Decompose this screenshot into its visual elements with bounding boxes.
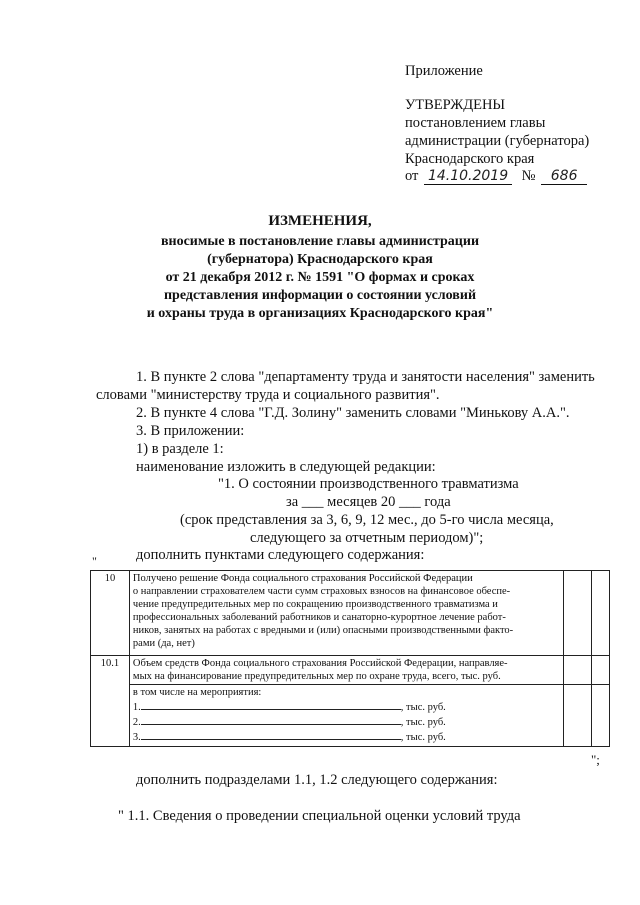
approved-line-3: Краснодарского края	[405, 151, 535, 167]
para-3: 3. В приложении:	[136, 423, 245, 439]
empty-cell	[564, 571, 592, 656]
row-line: Объем средств Фонда социального страхования Российской Федерации, направляе-	[132, 658, 508, 669]
subitem	[133, 699, 560, 714]
row-line: Получено решение Фонда социального страхования Российской Федерации	[132, 573, 473, 584]
para-1b: словами "министерству труда и социального развития".	[96, 387, 440, 403]
row-number: 10.1	[91, 656, 130, 747]
row-line: ников, занятых на работах с вредными и (или) опасными производственными факто-	[132, 625, 514, 636]
quote-line-2: за ___ месяцев 20 ___ года	[286, 494, 451, 510]
approved-line-2: администрации (губернатора)	[405, 133, 590, 149]
subitem	[133, 729, 560, 744]
approved-line-1: постановлением главы	[405, 115, 546, 131]
subitem-number: 2.	[132, 717, 141, 728]
row-line: о направлении страхователем части сумм страховых взносов на финансовое обеспе-	[132, 586, 511, 597]
empty-cell	[592, 571, 610, 656]
close-quote: ";	[591, 752, 600, 767]
quote-line-3: (срок представления за 3, 6, 9, 12 мес., до 5-го числа месяца,	[180, 512, 554, 528]
open-quote: "	[92, 554, 97, 568]
quote-line-1: "1. О состоянии производственного травматизма	[218, 476, 519, 492]
fill-line	[141, 714, 401, 725]
subitem-unit: , тыс. руб.	[400, 717, 446, 728]
para-3b: наименование изложить в следующей редакции:	[136, 459, 436, 475]
quote-line-4: следующего за отчетным периодом)";	[250, 530, 484, 546]
table-row	[91, 685, 610, 747]
row-number: 10	[91, 571, 130, 656]
row-line: чение предупредительных мер по сокращению производственного травматизма и	[132, 599, 498, 610]
row-subitems	[129, 685, 563, 747]
date-number-line	[405, 168, 587, 185]
title-line-1: вносимые в постановление главы администрации	[160, 234, 480, 249]
number-prefix: №	[521, 168, 536, 184]
empty-cell	[564, 685, 592, 747]
row-line: профессиональных заболеваний работников и санаторно-курортное лечение работ-	[132, 612, 506, 623]
row-text	[129, 656, 563, 685]
fill-line	[141, 699, 401, 710]
fill-line	[141, 729, 401, 740]
subitem-number: 3.	[132, 732, 141, 743]
para-4: дополнить подразделами 1.1, 1.2 следующего содержания:	[136, 772, 498, 788]
title-line-3: от 21 декабря 2012 г. № 1591 "О формах и сроках	[165, 270, 475, 285]
subitem	[133, 714, 560, 729]
para-3c: дополнить пунктами следующего содержания:	[136, 547, 425, 563]
title-line-4: представления информации о состоянии условий	[163, 288, 477, 303]
inserted-table	[90, 570, 610, 747]
row-line: рами (да, нет)	[132, 638, 195, 649]
table-row	[91, 571, 610, 656]
row-text	[129, 571, 563, 656]
doc-title: ИЗМЕНЕНИЯ,	[268, 213, 372, 229]
para-2: 2. В пункте 4 слова "Г.Д. Золину" заменить словами "Минькову А.А.".	[136, 405, 570, 421]
title-line-5: и охраны труда в организациях Краснодарского края"	[146, 306, 494, 321]
empty-cell	[592, 685, 610, 747]
para-5: " 1.1. Сведения о проведении специальной оценки условий труда	[118, 808, 521, 824]
approved-label: УТВЕРЖДЕНЫ	[405, 97, 506, 113]
table-row	[91, 656, 610, 685]
subitems-title: в том числе на мероприятия:	[132, 687, 262, 698]
para-3a: 1) в разделе 1:	[136, 441, 224, 457]
empty-cell	[564, 656, 592, 685]
subitem-number: 1.	[132, 702, 141, 713]
para-1a: 1. В пункте 2 слова "департаменту труда и занятости населения" заменить	[136, 369, 595, 385]
date-prefix: от	[405, 168, 419, 184]
handwritten-date: 14.10.2019	[424, 168, 512, 185]
title-line-2: (губернатора) Краснодарского края	[207, 252, 433, 267]
subitem-unit: , тыс. руб.	[400, 732, 446, 743]
empty-cell	[592, 656, 610, 685]
subitem-unit: , тыс. руб.	[400, 702, 446, 713]
row-line: мых на финансирование предупредительных мер по охране труда, всего, тыс. руб.	[132, 671, 501, 682]
appendix-label: Приложение	[405, 63, 483, 79]
handwritten-number: 686	[541, 168, 587, 185]
